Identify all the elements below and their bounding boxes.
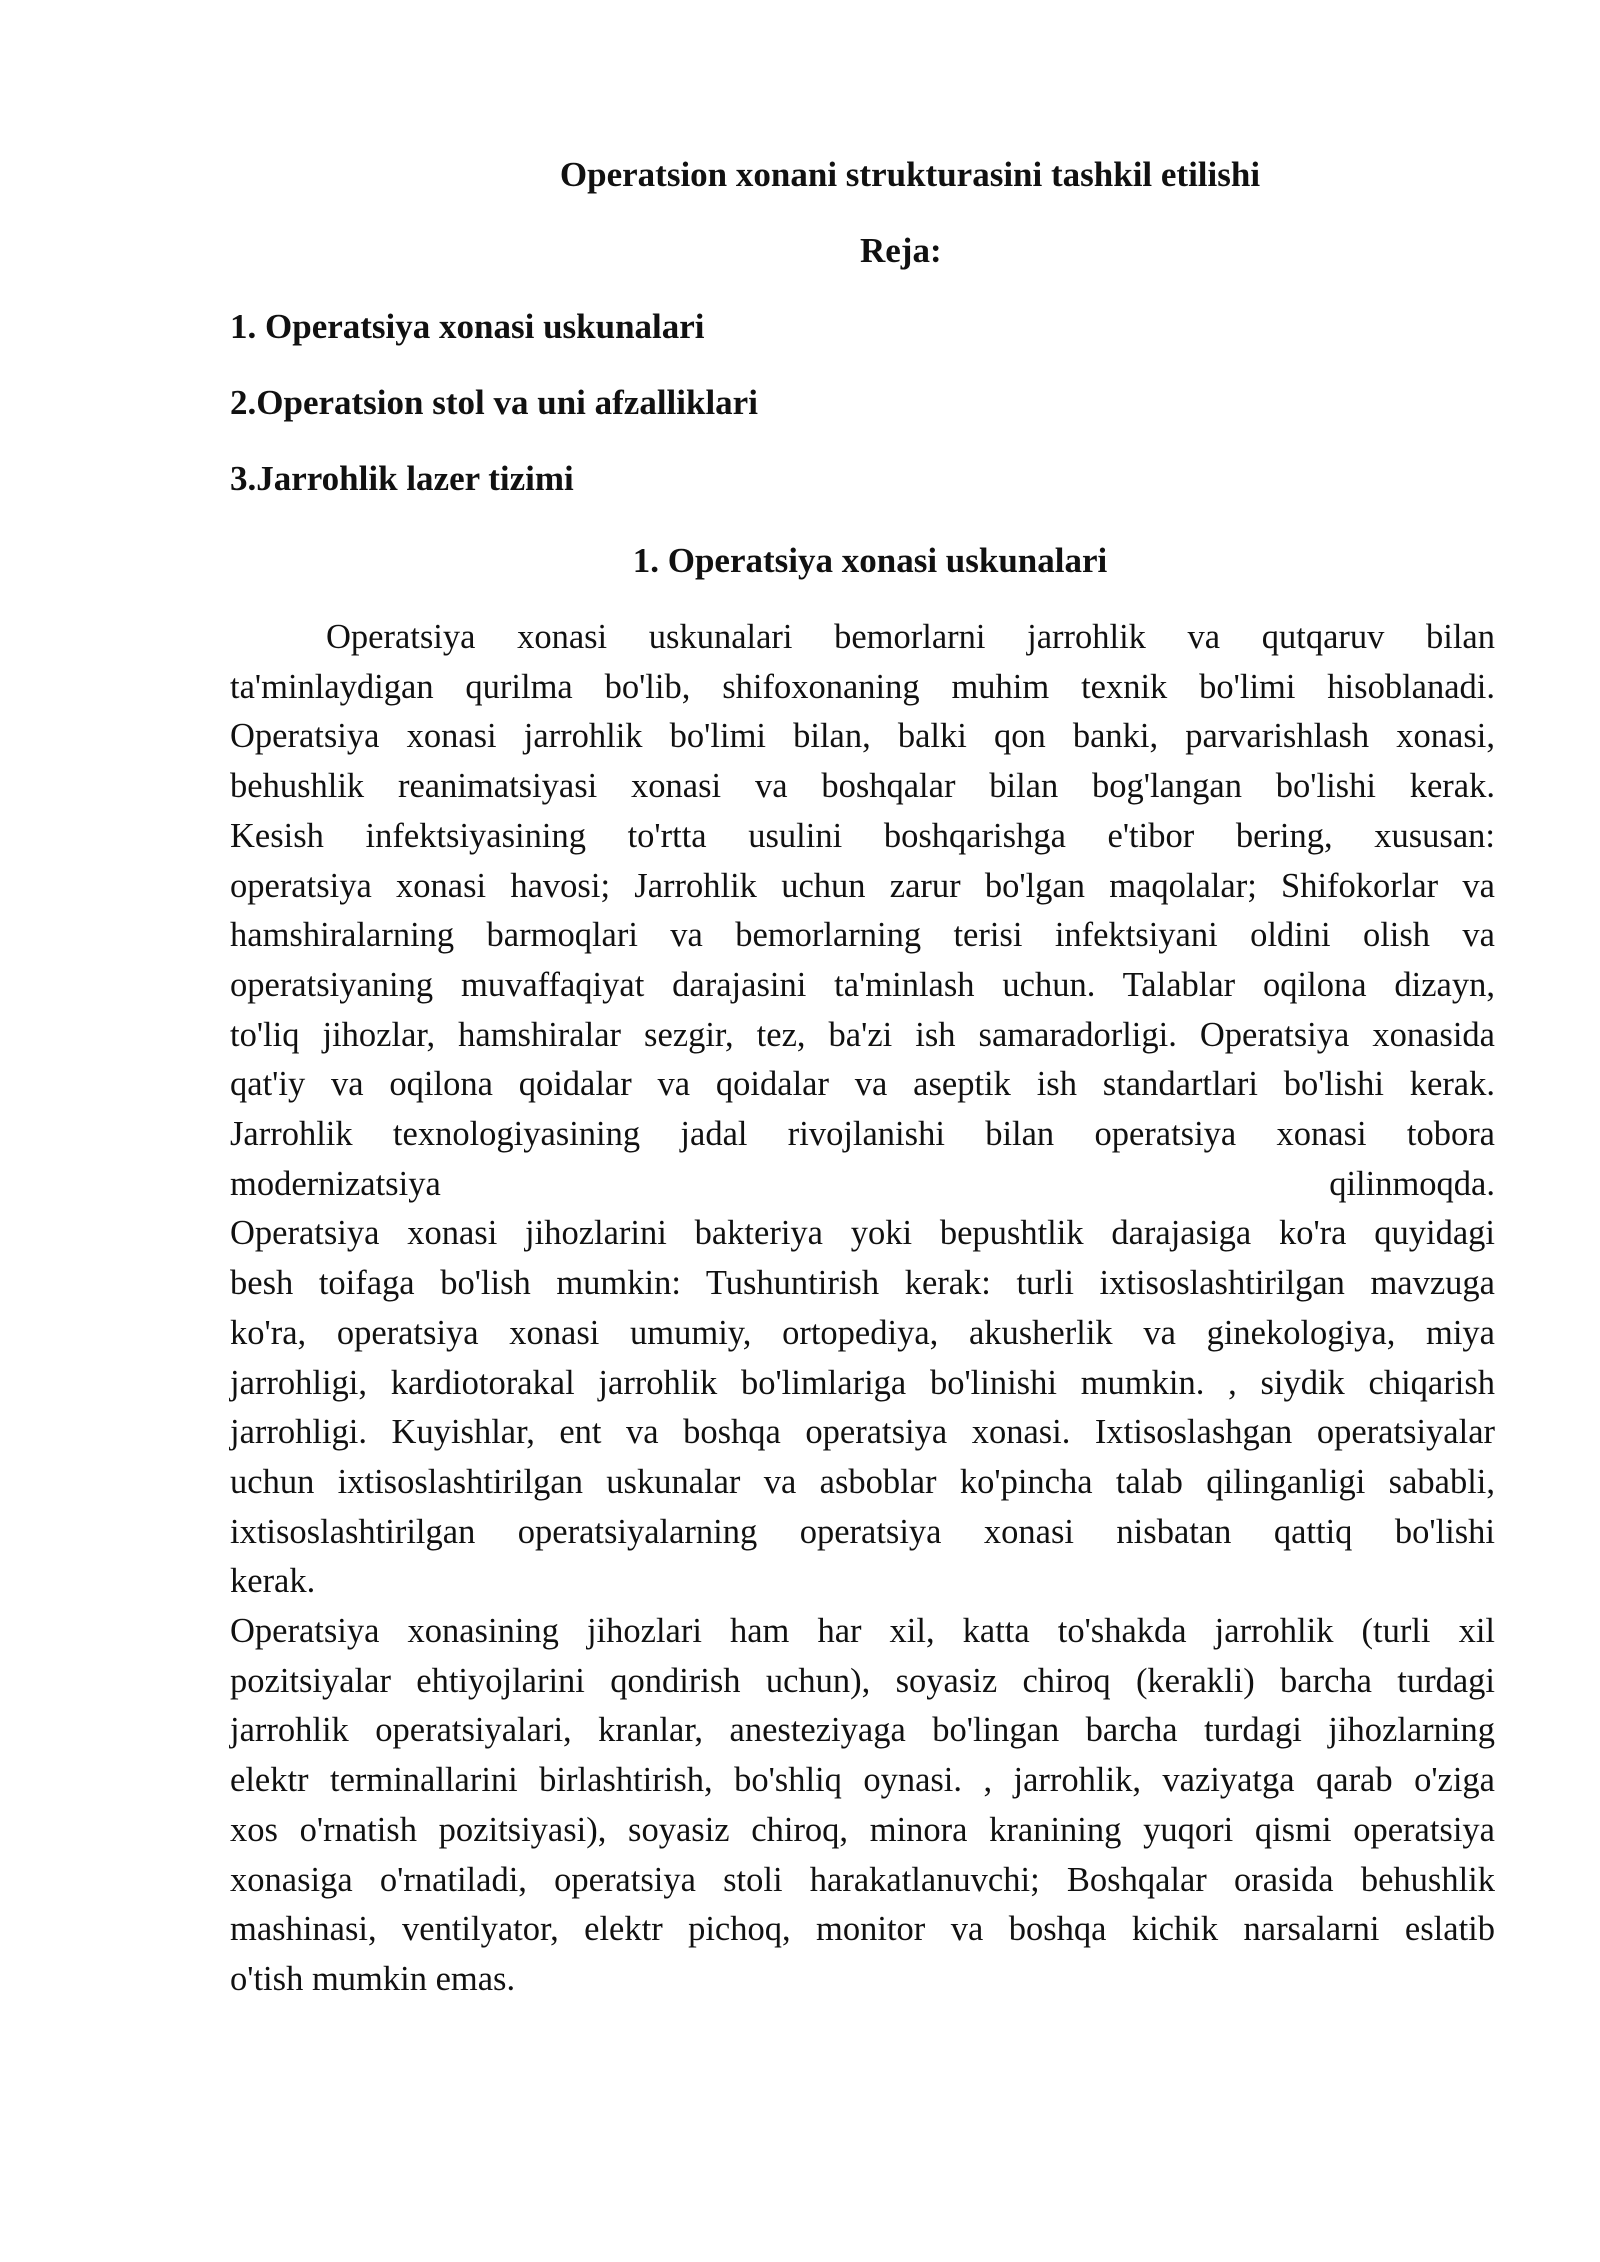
paragraph-line: jarrohligi, kardiotorakal jarrohlik bo'limlariga bo'linishi mumkin. , siydik chiqarish (230, 1363, 1495, 1402)
paragraph-line (230, 613, 1495, 663)
paragraph-line: uchun ixtisoslashtirilgan uskunalar va asboblar ko'pincha talab qilinganligi sababli, (230, 1462, 1495, 1501)
paragraph-line: to'liq jihozlar, hamshiralar sezgir, tez, ba'zi ish samaradorligi. Operatsiya xonasida (230, 1015, 1495, 1054)
plan-item: 1. Operatsiya xonasi uskunalari (230, 307, 705, 346)
paragraph-line: pozitsiyalar ehtiyojlarini qondirish uchun), soyasiz chiroq (kerakli) barcha turdagi (230, 1661, 1495, 1700)
paragraph-line: behushlik reanimatsiyasi xonasi va boshqalar bilan bog'langan bo'lishi kerak. (230, 767, 1495, 806)
paragraph-line: kerak. (230, 1562, 316, 1601)
plan-heading: Reja: (860, 231, 942, 270)
paragraph-line: Jarrohlik texnologiyasining jadal rivojlanishi bilan operatsiya xonasi tobora (230, 1115, 1495, 1154)
paragraph-line: ko'ra, operatsiya xonasi umumiy, ortopediya, akusherlik va ginekologiya, miya (230, 1313, 1495, 1352)
paragraph-3 (230, 1607, 1495, 2005)
paragraph-line: mashinasi, ventilyator, elektr pichoq, monitor va boshqa kichik narsalarni eslatib (230, 1910, 1495, 1949)
paragraph-line: operatsiya xonasi havosi; Jarrohlik uchun zarur bo'lgan maqolalar; Shifokorlar va (230, 866, 1495, 905)
plan-list (230, 302, 758, 530)
paragraph-line: Operatsiya xonasi jarrohlik bo'limi bilan, balki qon banki, parvarishlash xonasi, (230, 717, 1495, 756)
body-text (230, 613, 1495, 2005)
paragraph-1 (230, 613, 1495, 1209)
paragraph-line: qat'iy va oqilona qoidalar va qoidalar va aseptik ish standartlari bo'lishi kerak. (230, 1065, 1495, 1104)
paragraph-line: xos o'rnatish pozitsiyasi), soyasiz chiroq, minora kranining yuqori qismi operatsiya (230, 1810, 1495, 1849)
paragraph-line: hamshiralarning barmoqlari va bemorlarning terisi infektsiyani oldini olish va (230, 916, 1495, 955)
paragraph-line: jarrohligi. Kuyishlar, ent va boshqa operatsiya xonasi. Ixtisoslashgan operatsiyalar (230, 1413, 1495, 1452)
plan-item: 3.Jarrohlik lazer tizimi (230, 459, 574, 498)
paragraph-line: o'tish mumkin emas. (230, 1959, 516, 1998)
document-title: Operatsion xonani strukturasini tashkil etilishi (559, 155, 1261, 194)
paragraph-line: Operatsiya xonasi jihozlarini bakteriya yoki bepushtlik darajasiga ko'ra quyidagi (230, 1214, 1495, 1253)
paragraph-line: elektr terminallarini birlashtirish, bo'shliq oynasi. , jarrohlik, vaziyatga qarab o'ziga (230, 1761, 1495, 1800)
paragraph-2 (230, 1209, 1495, 1607)
paragraph-line-text: Operatsiya xonasi uskunalari bemorlarni jarrohlik va qutqaruv bilan (326, 618, 1495, 656)
section-heading: 1. Operatsiya xonasi uskunalari (632, 541, 1108, 580)
paragraph-line: modernizatsiya qilinmoqda. (230, 1164, 1495, 1203)
paragraph-line: ixtisoslashtirilgan operatsiyalarning operatsiya xonasi nisbatan qattiq bo'lishi (230, 1512, 1495, 1551)
plan-item: 2.Operatsion stol va uni afzalliklari (230, 383, 758, 422)
paragraph-line: besh toifaga bo'lish mumkin: Tushuntirish kerak: turli ixtisoslashtirilgan mavzuga (230, 1264, 1495, 1303)
paragraph-line: Operatsiya xonasining jihozlari ham har xil, katta to'shakda jarrohlik (turli xil (230, 1612, 1495, 1651)
paragraph-line: operatsiyaning muvaffaqiyat darajasini ta'minlash uchun. Talablar oqilona dizayn, (230, 965, 1495, 1004)
paragraph-line: jarrohlik operatsiyalari, kranlar, anesteziyaga bo'lingan barcha turdagi jihozlarning (230, 1711, 1495, 1750)
paragraph-line: xonasiga o'rnatiladi, operatsiya stoli harakatlanuvchi; Boshqalar orasida behushlik (230, 1860, 1495, 1899)
paragraph-line: Kesish infektsiyasining to'rtta usulini boshqarishga e'tibor bering, xususan: (230, 816, 1495, 855)
paragraph-line: ta'minlaydigan qurilma bo'lib, shifoxonaning muhim texnik bo'limi hisoblanadi. (230, 667, 1495, 706)
